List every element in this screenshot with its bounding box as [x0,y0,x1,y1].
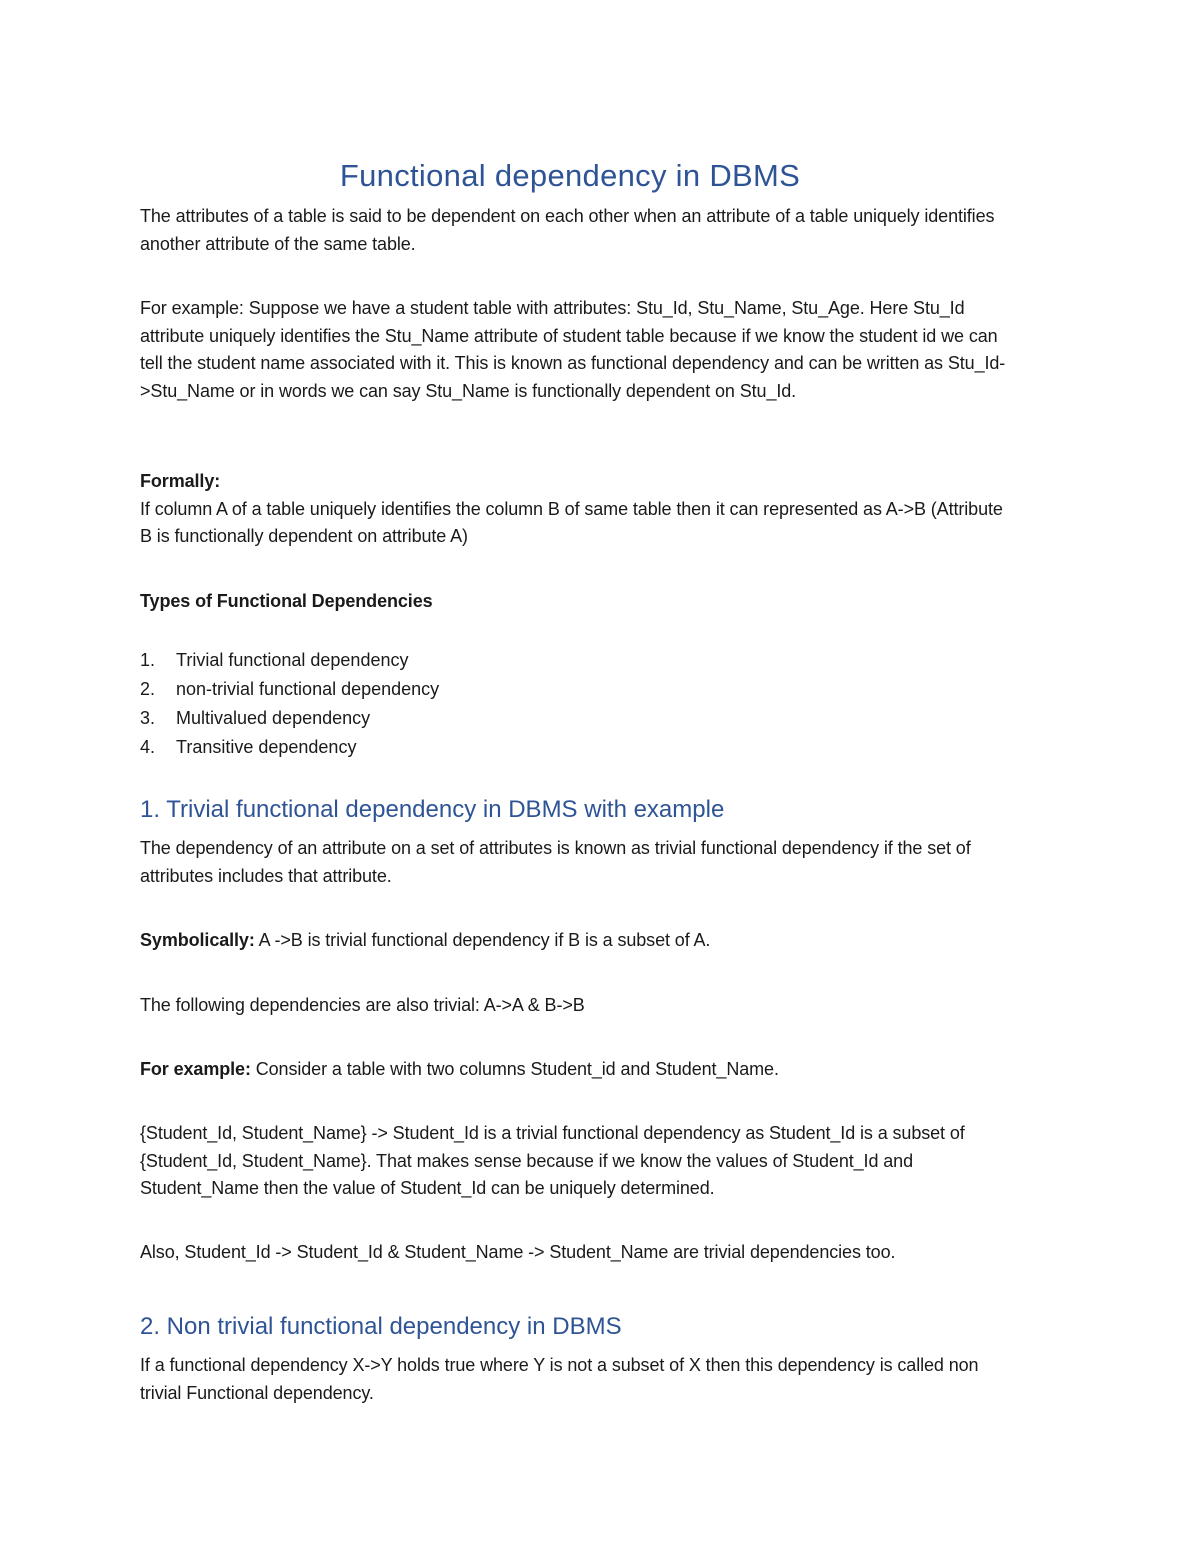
section2-heading: 2. Non trivial functional dependency in DBMS [140,1313,622,1340]
list-item-number: 1. [140,650,156,670]
formally-paragraph [140,468,1010,551]
example-paragraph: For example: Suppose we have a student table with attributes: Stu_Id, Stu_Name, Stu_Age. Here Stu_Id attribute uniquely identifies the Stu_Name attribute of student table because if we know the student id we can tell the student name associated with it. This is known as functional dependency and can be written as Stu_Id->Stu_Name or in words we can say Stu_Name is functionally dependent on Stu_Id. [140,298,1006,401]
list-item-label: non-trivial functional dependency [176,679,440,699]
list-item-number: 4. [140,737,156,757]
explanation-paragraph: {Student_Id, Student_Name} -> Student_Id is a trivial functional dependency as Student_Id is a subset of {Student_Id, Student_Name}. That makes sense because if we know the values of Student_Id and Student_Name then the value of Student_Id can be uniquely determined. [140,1123,965,1198]
formally-label: Formally: [140,471,221,491]
list-item-label: Multivalued dependency [176,708,371,728]
section1-heading: 1. Trivial functional dependency in DBMS with example [140,796,725,823]
list-item [140,704,439,733]
also-trivial-paragraph: The following dependencies are also trivial: A->A & B->B [140,995,585,1015]
types-list [140,646,439,762]
list-item-label: Transitive dependency [176,737,357,757]
list-item [140,675,439,704]
types-heading: Types of Functional Dependencies [140,591,433,611]
symbolically-label: Symbolically: [140,930,255,950]
for-example-paragraph [140,1056,1010,1084]
intro-paragraph: The attributes of a table is said to be dependent on each other when an attribute of a table uniquely identifies another attribute of the same table. [140,206,995,254]
list-item-label: Trivial functional dependency [176,650,409,670]
list-item-number: 3. [140,708,156,728]
formally-text: If column A of a table uniquely identifies the column B of same table then it can represented as A->B (Attribute B is functionally dependent on attribute A) [140,498,1003,546]
list-item [140,646,439,675]
section2-definition: If a functional dependency X->Y holds true where Y is not a subset of X then this dependency is called non trivial Functional dependency. [140,1355,979,1403]
section1-definition: The dependency of an attribute on a set of attributes is known as trivial functional dependency if the set of attributes includes that attribute. [140,838,971,886]
for-example-label: For example: [140,1059,251,1079]
symbolically-text: A ->B is trivial functional dependency if B is a subset of A. [254,930,711,950]
also-paragraph: Also, Student_Id -> Student_Id & Student_Name -> Student_Name are trivial dependencies too. [140,1242,896,1262]
page-title: Functional dependency in DBMS [339,158,801,193]
for-example-text: Consider a table with two columns Student_id and Student_Name. [250,1059,779,1079]
list-item-number: 2. [140,679,156,699]
list-item [140,733,439,762]
symbolically-paragraph [140,927,1010,955]
